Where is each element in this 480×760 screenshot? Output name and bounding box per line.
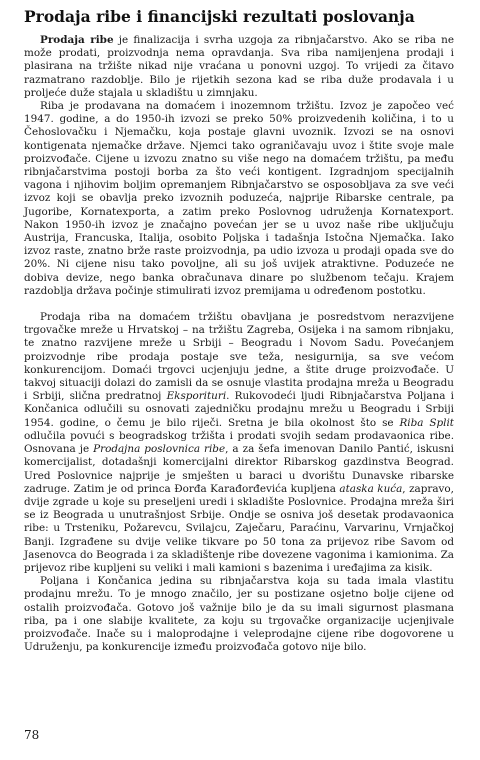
paragraph-1-text: je finalizacija i svrha uzgoja za ribnjačarstvo. Ako se riba ne može prodati, proizvodnja nema opravdanja. Sva riba namijenjena prodaji i plasirana na tržište nikad nije vraćana u ponovni uzgoj. To vrijedi za čitavo razmatrano razdoblje. Bilo je rijetkih sezona kad se riba duže prodavala i u proljeće duže stajala u skladištu u zimnjaku.	[24, 34, 455, 99]
paragraph-3-part-3: odlučila povući s beogradskog tržišta i prodati svojih sedam prodavaonica ribe. Osnovana je	[24, 429, 454, 456]
lead-term: Prodaja ribe	[40, 34, 114, 46]
page-number: 78	[24, 728, 40, 742]
italic-eksporitura: Eksporituri	[166, 390, 227, 403]
paragraph-1	[24, 34, 454, 100]
italic-prodajna-poslovnica: Prodajna poslovnica ribe	[93, 443, 226, 456]
italic-riba-split: Riba Split	[399, 416, 454, 429]
paragraph-2: Riba je prodavana na domaćem i inozemnom tržištu. Izvoz je započeo već 1947. godine, a do 1950-ih izvozi se preko 50% proizvedenih količina, i to u Čehoslovačku i Njemačku, koja postaje glavni uvoznik. Izvozi se na osnovi kontigenata njemačke države. Njemci tako ograničavaju uvoz i štite svoje male proizvođače. Cijene u izvozu znatno su više nego na domaćem tržištu, pa među ribnjačarstvima postoji borba za što veći kontigent. Izgradnjom specijalnih vagona i njihovim boljim opremanjem Ribnjačarstvo se osposobljava za sve veći izvoz koji se obavlja preko izvoznih poduzeća, najprije Ribarske centrale, pa Jugoribe, Kornatexporta, a zatim preko Poslovnog udruženja Kornatexport. Nakon 1950-ih izvoz je značajno povećan jer se u uvoz naše ribe uključuju Austrija, Francuska, Italija, osobito Poljska i tadašnja Istočna Njemačka. Iako izvoz raste, znatno brže raste proizvodnja, pa udio izvoza u prodaji opada sve do 20%. Ni cijene nisu tako povoljne, ali su još uvijek atraktivne. Poduzeće ne dobiva devize, nego banka obračunava dinare po službenom tečaju. Krajem razdoblja država počinje stimulirati izvoz premijama u određenom postotku.	[24, 100, 454, 297]
paragraph-3-part-2: . Rukovodeći ljudi Ribnjačarstva Poljana i Končanica odlučili su osnovati zajedničku prodajnu mrežu u Beogradu i Srbiji 1954. godine, o čemu je bilo riječi. Sretna je bila okolnost što se	[24, 390, 454, 429]
paragraph-3-part-4: , a za šefa imenovan Danilo Pantić, iskusni komercijalist, dotadašnji komercijalni direktor Ribarskog gazdinstva Beograd. Ured Poslovnice najprije je smješten u baraci u dvorištu Dunavske ribarske zadruge. Zatim je od princa Đorđa Karađorđevića kupljena	[24, 443, 454, 495]
italic-ataska-kuca: ataska kuća	[339, 482, 403, 495]
page-title: Prodaja ribe i financijski rezultati poslovanja	[24, 7, 415, 26]
paragraph-4: Poljana i Končanica jedina su ribnjačarstva koja su tada imala vlastitu prodajnu mrežu. To je mnogo značilo, jer su postizane osjetno bolje cijene od ostalih proizvođača. Gotovo još važnije bilo je da su imali sigurnost plasmana riba, pa i one slabije kvalitete, za koju su trgovačke organizacije ucjenjivale proizvođače. Inače su i maloprodajne i veleprodajne cijene ribe dogovorene u Udruženju, pa konkurencije između proizvođača gotovo nije bilo.	[24, 575, 454, 654]
paragraph-3	[24, 311, 454, 575]
paragraph-3-part-5: , zapravo, dvije zgrade u koje su preseljeni uredi i skladište Poslovnice. Prodajna mreža širi se iz Beograda u unutrašnjost Srbije. Ondje se osniva još desetak prodavaonica ribe: u Trsteniku, Požarevcu, Svilajcu, Zaječaru, Paraćinu, Varvarinu, Vrnjačkoj Banji. Izgrađene su dvije velike tikvare po 50 tona za prijevoz ribe Savom od Jasenovca do Beograda i za skladištenje ribe dovezene vagonima i kamionima. Za prijevoz ribe kupljeni su veliki i mali kamioni s bazenima i uređajima za kisik.	[24, 482, 454, 574]
section-gap	[24, 298, 454, 311]
paragraph-3-part-1: Prodaja riba na domaćem tržištu obavljana je posredstvom nerazvijene trgovačke mreže u Hrvatskoj – na tržištu Zagreba, Osijeka i na samom ribnjaku, te znatno razvijene mreže u Srbiji – Beogradu i Novom Sadu. Povećanjem proizvodnje ribe prodaja postaje sve teža, nesigurnija, sa sve većom konkurencijom. Domaći trgovci ucjenjuju jedne, a štite druge proizvođače. U takvoj situaciji dolazi do zamisli da se osnuje vlastita prodajna mreža u Beogradu i Srbiji, slična predratnoj	[24, 311, 454, 403]
